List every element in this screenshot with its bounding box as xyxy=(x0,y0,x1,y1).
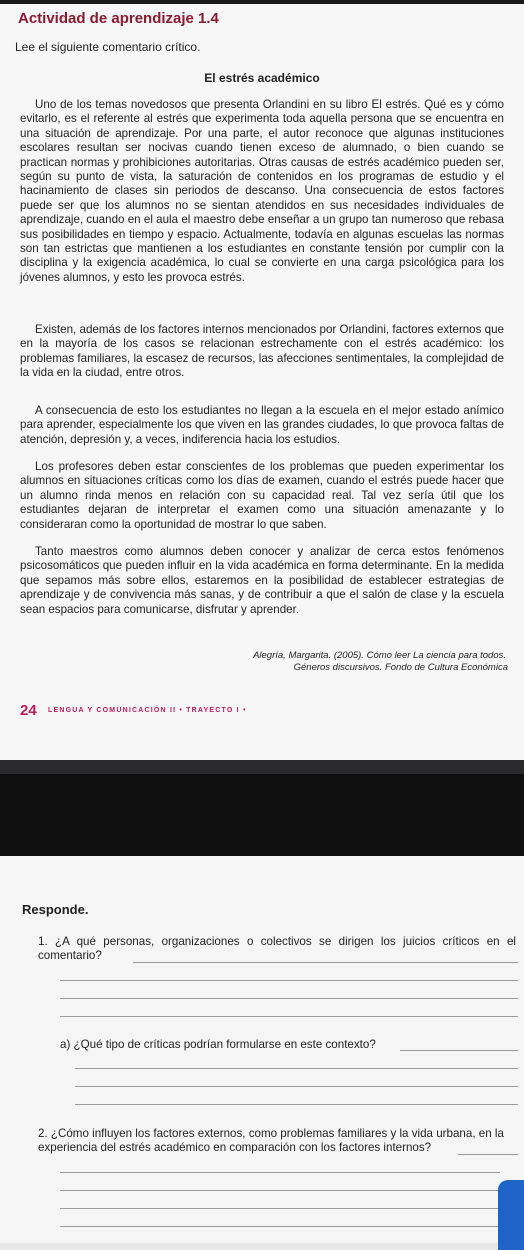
answer-line xyxy=(60,1226,500,1227)
answer-line xyxy=(60,980,518,981)
answer-line xyxy=(60,1208,500,1209)
citation-line-1: Alegría, Margarita. (2005). Cómo leer La ciencia para todos. xyxy=(253,650,506,661)
answer-line xyxy=(60,1016,518,1017)
answer-line xyxy=(60,1190,500,1191)
side-tab xyxy=(498,1180,524,1250)
page-divider-edge xyxy=(0,760,524,774)
activity-title: Actividad de aprendizaje 1.4 xyxy=(18,10,219,27)
answer-line xyxy=(60,1172,500,1173)
article-paragraph-4: Los profesores deben estar conscientes de los problemas que pueden experimentar los alumnos en situaciones críticas como los días de examen, cuando el estrés puede hacer que un alumno rinda menos en relación con su capacidad real. Tal vez sería útil que los estudiantes dejaran de interpretar el examen como una situación amenazante y lo consideraran como la oportunidad de mostrar lo que saben. xyxy=(20,460,504,531)
article-title: El estrés académico xyxy=(204,71,320,85)
instructions-text: Lee el siguiente comentario crítico. xyxy=(15,40,201,54)
article-paragraph-5: Tanto maestros como alumnos deben conocer y analizar de cerca estos fenómenos psicosomáticos que pueden influir en la vida académica en forma determinante. En la medida que sepamos más sobre ellos, estaremos en la posibilidad de establecer estrategias de aprendizaje y de convivencia más sanas, y de contribuir a que el salón de clase y la escuela sean espacios para comunicarse, disfrutar y aprender. xyxy=(20,545,504,616)
answer-line xyxy=(75,1086,518,1087)
responde-heading: Responde. xyxy=(22,902,89,917)
question-2: 2. ¿Cómo influyen los factores externos, como problemas familiares y la vida urbana, en la experiencia del estrés académico en comparación con los factores internos? xyxy=(38,1127,504,1154)
article-paragraph-2: Existen, además de los factores internos mencionados por Orlandini, factores externos que en la mayoría de los casos se relacionan estrechamente con el estrés académico: los problemas familiares, la escasez de recursos, las afecciones sentimentales, la complejidad de la vida en la ciudad, entre otros. xyxy=(20,323,504,380)
article-paragraph-1: Uno de los temas novedosos que presenta Orlandini en su libro El estrés. Qué es y cómo evitarlo, es el referente al estrés que experimenta toda aquella persona que se encuentra en una situación de aprendizaje. Por una parte, el autor reconoce que algunas instituciones escolares resultan ser nocivas cuando tienen exceso de alumnado, o bien cuando se practican normas y prohibiciones autoritarias. Otras causas de estrés académico pueden ser, según su punto de vista, la saturación de contenidos en los programas de estudio y el hacinamiento de clases sin periodos de descanso. Una consecuencia de estos factores puede ser que los alumnos no se sientan atendidos en sus necesidades individuales de aprendizaje, cuando en el aula el maestro debe enseñar a un grupo tan numeroso que rebasa sus posibilidades en tiempo y espacio. Actualmente, todavía en algunas escuelas las normas son tan estrictas que mantienen a los estudiantes en constante tensión por cumplir con la disciplina y la exigencia académica, lo cual se convierte en una carga psicológica para los jóvenes alumnos, y esto les provoca estrés. xyxy=(20,98,504,284)
answer-line xyxy=(133,962,518,963)
page-number: 24 xyxy=(20,702,37,719)
citation-line-2: Géneros discursivos. Fondo de Cultura Económica xyxy=(293,662,508,673)
page-divider-band xyxy=(0,760,524,856)
question-1a: a) ¿Qué tipo de críticas podrían formularse en este contexto? xyxy=(60,1038,376,1051)
page-footer: LENGUA Y COMUNICACIÓN II • TRAYECTO I • xyxy=(48,707,247,714)
question-1: 1. ¿A qué personas, organizaciones o colectivos se dirigen los juicios críticos en el comentario? xyxy=(38,935,516,962)
answer-line xyxy=(75,1104,518,1105)
answer-line xyxy=(60,998,518,999)
article-paragraph-3: A consecuencia de esto los estudiantes no llegan a la escuela en el mejor estado anímico para aprender, especialmente los que viven en las grandes ciudades, lo que provoca faltas de atención, depresión y, a veces, indiferencia hacia los estudios. xyxy=(20,404,504,446)
answer-line xyxy=(458,1154,518,1155)
answer-line xyxy=(75,1068,518,1069)
answer-line xyxy=(400,1050,518,1051)
